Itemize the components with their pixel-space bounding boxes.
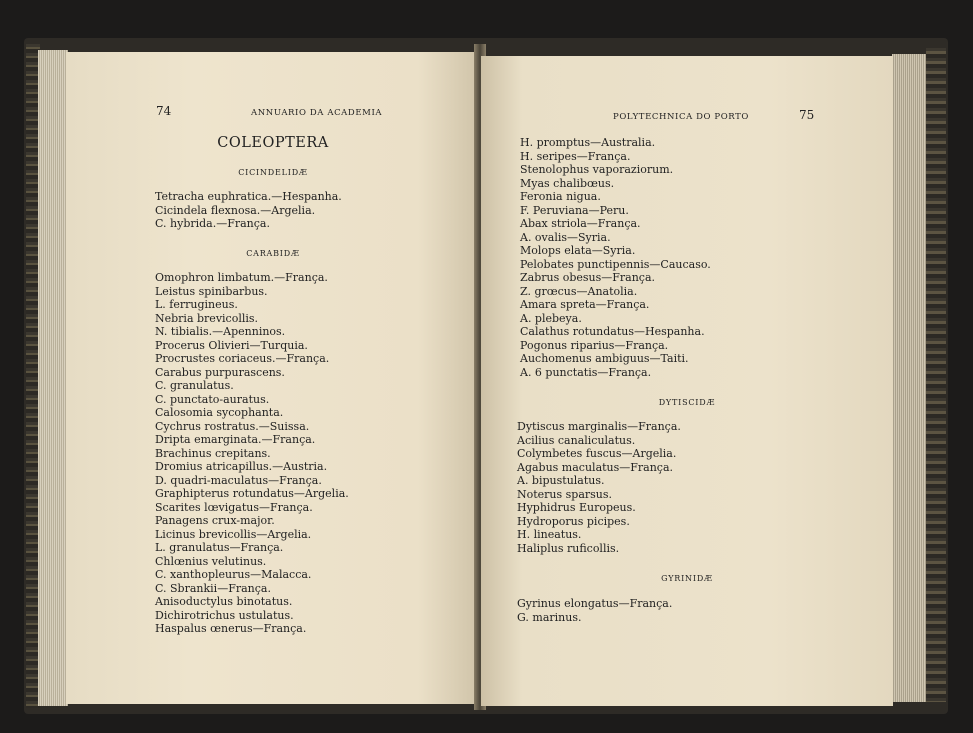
list-item: Noterus sparsus. [517, 487, 613, 501]
list-item: C. xanthopleurus—Malacca. [155, 568, 312, 581]
list-item: H. lineatus. [517, 528, 582, 541]
list-item: Haliplus ruficollis. [517, 541, 620, 555]
list-item: C. granulatus. [155, 379, 234, 392]
left-page [66, 52, 480, 704]
list-item: L. ferrugineus. [155, 298, 238, 311]
list-item: L. granulatus—França. [155, 541, 284, 554]
entry-list [517, 597, 672, 624]
list-item: C. Sbrankii—França. [155, 581, 271, 595]
list-item: Calathus rotundatus—Hespanha. [520, 325, 705, 338]
list-item: Pelobates punctipennis—Caucaso. [520, 257, 711, 271]
section-heading: CARABIDÆ [246, 249, 300, 258]
list-item: Dichirotrichus ustulatus. [155, 608, 294, 622]
list-item: Molops elata—Syria. [520, 244, 636, 257]
entry-list [517, 420, 681, 555]
list-item: Calosomia sycophanta. [155, 406, 284, 419]
list-item: Licinus brevicollis—Argelia. [155, 527, 312, 541]
list-item: Hydroporus picipes. [517, 514, 630, 528]
list-item: Feronia nigua. [520, 190, 601, 203]
list-item: Brachinus crepitans. [155, 446, 271, 460]
entry-list [155, 271, 349, 636]
list-item: Colymbetes fuscus—Argelia. [517, 447, 677, 460]
list-item: Stenolophus vaporaziorum. [520, 163, 674, 176]
list-item: Haspalus œnerus—França. [155, 622, 307, 635]
list-item: A. bipustulatus. [517, 474, 605, 487]
section-heading: DYTISCIDÆ [658, 398, 716, 407]
list-item: D. quadri-maculatus—França. [155, 473, 322, 487]
page-title: COLEOPTERA [217, 135, 329, 151]
list-item: G. marinus. [517, 610, 582, 624]
list-item: F. Peruviana—Peru. [520, 203, 629, 217]
list-item: Scarites lœvigatus—França. [155, 500, 313, 514]
list-item: A. ovalis—Syria. [520, 230, 611, 244]
list-item: Tetracha euphratica.—Hespanha. [155, 190, 342, 203]
list-item: C. punctato-auratus. [155, 392, 270, 406]
list-item: Abax striola—França. [520, 217, 641, 230]
cover-edge-right [926, 48, 946, 702]
section-heading: GYRINIDÆ [661, 574, 713, 583]
list-item: Chlœnius velutinus. [155, 554, 267, 568]
running-head: POLYTECHNICA DO PORTO [613, 112, 749, 122]
list-item: Cicindela flexnosa.—Argelia. [155, 203, 316, 217]
list-item: Myas chalibœus. [520, 176, 615, 190]
list-item: Zabrus obesus—França. [520, 271, 656, 284]
list-item: Agabus maculatus—França. [517, 460, 674, 474]
list-item: Nebria brevicollis. [155, 311, 259, 325]
page-number: 74 [156, 104, 172, 118]
section-heading: CICINDELIDÆ [238, 168, 308, 177]
page-edges-left [38, 50, 68, 706]
list-item: Graphipterus rotundatus—Argelia. [155, 487, 349, 500]
right-page [481, 56, 893, 706]
list-item: Carabus purpurascens. [155, 365, 285, 379]
list-item: Dytiscus marginalis—França. [517, 420, 681, 433]
list-item: Auchomenus ambiguus—Taiti. [520, 352, 689, 365]
list-item: Procrustes coriaceus.—França. [155, 352, 330, 365]
list-item: Omophron limbatum.—França. [155, 271, 328, 284]
list-item: Leistus spinibarbus. [155, 284, 268, 298]
list-item: C. hybrida.—França. [155, 217, 270, 230]
page-number: 75 [799, 108, 815, 122]
list-item: Gyrinus elongatus—França. [517, 597, 673, 610]
list-item: Acilius canaliculatus. [517, 433, 636, 447]
list-item: Procerus Olivieri—Turquia. [155, 338, 308, 352]
entry-list [520, 136, 711, 379]
list-item: A. 6 punctatis—França. [520, 365, 652, 379]
list-item: A. plebeya. [520, 311, 582, 325]
list-item: H. seripes—França. [520, 149, 631, 163]
list-item: Dripta emarginata.—França. [155, 433, 316, 446]
list-item: N. tibialis.—Apenninos. [155, 325, 286, 338]
list-item: Cychrus rostratus.—Suissa. [155, 419, 310, 433]
entry-list [155, 190, 342, 231]
list-item: Pogonus riparius—França. [520, 338, 669, 352]
list-item: Amara spreta—França. [520, 298, 650, 311]
list-item: Anisoductylus binotatus. [155, 595, 293, 608]
list-item: Dromius atricapillus.—Austria. [155, 460, 328, 473]
list-item: Z. grœcus—Anatolia. [520, 284, 638, 298]
running-head: ANNUARIO DA ACADEMIA [251, 108, 383, 118]
page-edges-right [892, 54, 926, 702]
list-item: H. promptus—Australia. [520, 136, 656, 149]
list-item: Panagens crux-major. [155, 514, 275, 527]
list-item: Hyphidrus Europeus. [517, 501, 636, 514]
